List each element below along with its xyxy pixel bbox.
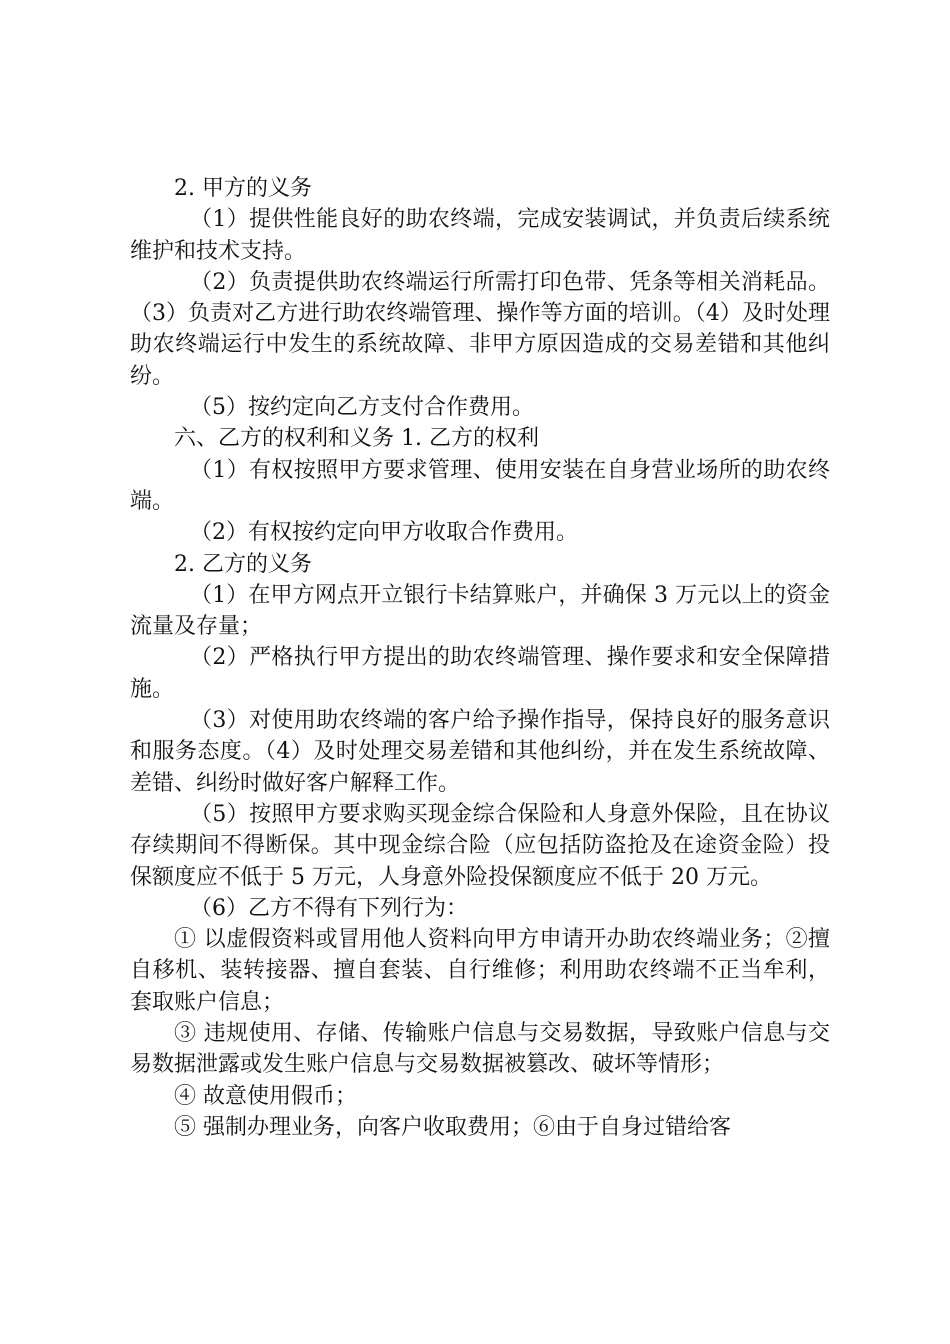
paragraph: ③ 违规使用、存储、传输账户信息与交易数据，导致账户信息与交易数据泄露或发生账户信息与交易数据被篡改、破坏等情形； <box>130 1021 830 1078</box>
paragraph: ⑤ 强制办理业务，向客户收取费用；⑥由于自身过错给客 <box>174 1114 731 1140</box>
paragraph: （2）有权按约定向甲方收取合作费用。 <box>190 520 578 546</box>
paragraph: （6）乙方不得有下列行为： <box>190 895 468 921</box>
paragraph: ① 以虚假资料或冒用他人资料向甲方申请开办助农终端业务；②擅自移机、装转接器、擅自套装、自行维修；利用助农终端不正当牟利，套取账户信息； <box>130 927 830 1015</box>
paragraph: 六、乙方的权利和义务 1. 乙方的权利 <box>174 426 539 452</box>
paragraph: （2）严格执行甲方提出的助农终端管理、操作要求和安全保障措施。 <box>130 645 830 702</box>
paragraph: ④ 故意使用假币； <box>174 1083 357 1109</box>
paragraph: （5）按照甲方要求购买现金综合保险和人身意外保险，且在协议存续期间不得断保。其中现金综合险（应包括防盗抢及在途资金险）投保额度应不低于 5 万元，人身意外险投保额度应不低于 20 万元。 <box>130 801 830 890</box>
document-body <box>130 173 830 1143</box>
paragraph: （1）提供性能良好的助农终端，完成安装调试，并负责后续系统维护和技术支持。 <box>130 207 830 264</box>
paragraph: 2. 乙方的义务 <box>174 551 312 577</box>
paragraph: （3）对使用助农终端的客户给予操作指导，保持良好的服务意识和服务态度。（4）及时处理交易差错和其他纠纷，并在发生系统故障、差错、纠纷时做好客户解释工作。 <box>130 708 830 796</box>
paragraph: （1）有权按照甲方要求管理、使用安装在自身营业场所的助农终端。 <box>130 457 830 514</box>
paragraph: 2. 甲方的义务 <box>174 176 312 201</box>
paragraph: （1）在甲方网点开立银行卡结算账户，并确保 3 万元以上的资金流量及存量； <box>130 582 830 640</box>
paragraph: （5）按约定向乙方支付合作费用。 <box>190 395 534 421</box>
paragraph: （2）负责提供助农终端运行所需打印色带、凭条等相关消耗品。（3）负责对乙方进行助农终端管理、操作等方面的培训。（4）及时处理助农终端运行中发生的系统故障、非甲方原因造成的交易差错和其他纠纷。 <box>130 269 830 389</box>
